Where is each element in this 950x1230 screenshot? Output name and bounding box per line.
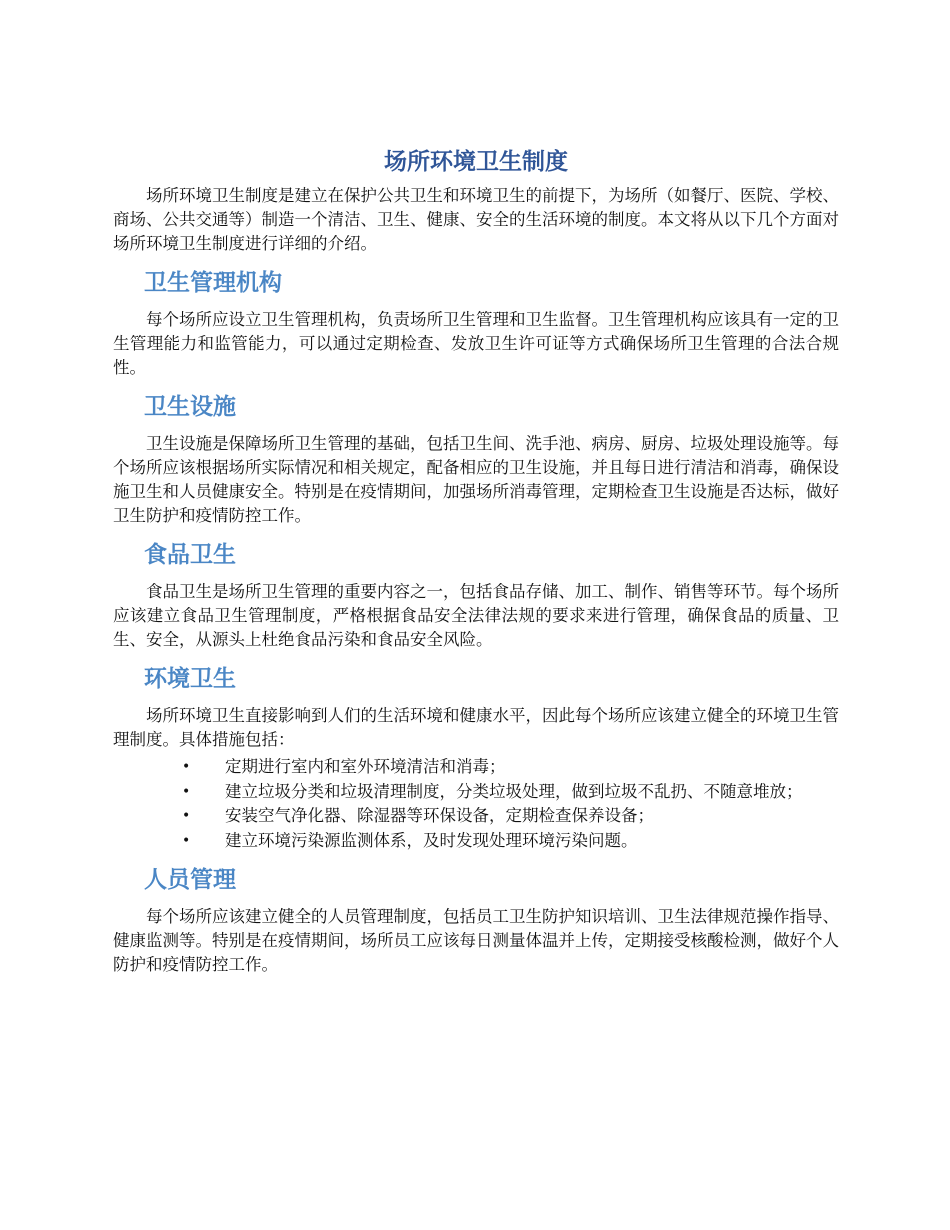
measures-list [113, 755, 839, 853]
section-body-food-hygiene: 食品卫生是场所卫生管理的重要内容之一，包括食品存储、加工、制作、销售等环节。每个场所应该建立食品卫生管理制度，严格根据食品安全法律法规的要求来进行管理，确保食品的质量、卫生、安全，从源头上杜绝食品污染和食品安全风险。 [113, 582, 839, 649]
document-title: 场所环境卫生制度 [384, 149, 568, 175]
section-heading-environmental-hygiene: 环境卫生 [144, 666, 236, 692]
section-body-personnel-management: 每个场所应该建立健全的人员管理制度，包括员工卫生防护知识培训、卫生法律规范操作指导、健康监测等。特别是在疫情期间，场所员工应该每日测量体温并上传，定期接受核酸检测，做好个人防护和疫情防控工作。 [113, 906, 839, 974]
intro-paragraph: 场所环境卫生制度是建立在保护公共卫生和环境卫生的前提下，为场所（如餐厅、医院、学校、商场、公共交通等）制造一个清洁、卫生、健康、安全的生活环境的制度。本文将从以下几个方面对场所环境卫生制度进行详细的介绍。 [113, 186, 839, 253]
list-item-text: 建立环境污染源监测体系，及时发现处理环境污染问题。 [225, 830, 638, 850]
list-item-text: 安装空气净化器、除湿器等环保设备，定期检查保养设备； [225, 806, 654, 825]
bullet-icon: • [182, 808, 191, 824]
section-heading-sanitary-facilities: 卫生设施 [144, 394, 236, 420]
list-item [147, 755, 839, 779]
list-item [147, 829, 839, 853]
section-heading-personnel-management: 人员管理 [144, 866, 236, 893]
bullet-icon: • [182, 759, 191, 775]
section-heading-food-hygiene: 食品卫生 [144, 542, 236, 568]
bullet-icon: • [182, 832, 191, 849]
list-item-text: 定期进行室内和室外环境清洁和消毒； [225, 757, 506, 776]
list-item-text: 建立垃圾分类和垃圾清理制度，分类垃圾处理，做到垃圾不乱扔、不随意堆放； [225, 781, 803, 801]
section-body-sanitary-facilities: 卫生设施是保障场所卫生管理的基础，包括卫生间、洗手池、病房、厨房、垃圾处理设施等。每个场所应该根据场所实际情况和相关规定，配备相应的卫生设施，并且每日进行清洁和消毒，确保设施卫生和人员健康安全。特别是在疫情期间，加强场所消毒管理，定期检查卫生设施是否达标，做好卫生防护和疫情防控工作。 [113, 434, 839, 525]
section-heading-management-agency: 卫生管理机构 [144, 270, 282, 296]
section-body-environmental-hygiene: 场所环境卫生直接影响到人们的生活环境和健康水平，因此每个场所应该建立健全的环境卫生管理制度。具体措施包括： [113, 706, 839, 749]
list-item [147, 780, 839, 804]
bullet-icon: • [182, 783, 191, 800]
list-item [147, 804, 839, 828]
section-body-management-agency: 每个场所应设立卫生管理机构，负责场所卫生管理和卫生监督。卫生管理机构应该具有一定的卫生管理能力和监管能力，可以通过定期检查、发放卫生许可证等方式确保场所卫生管理的合法合规性。 [113, 310, 839, 377]
